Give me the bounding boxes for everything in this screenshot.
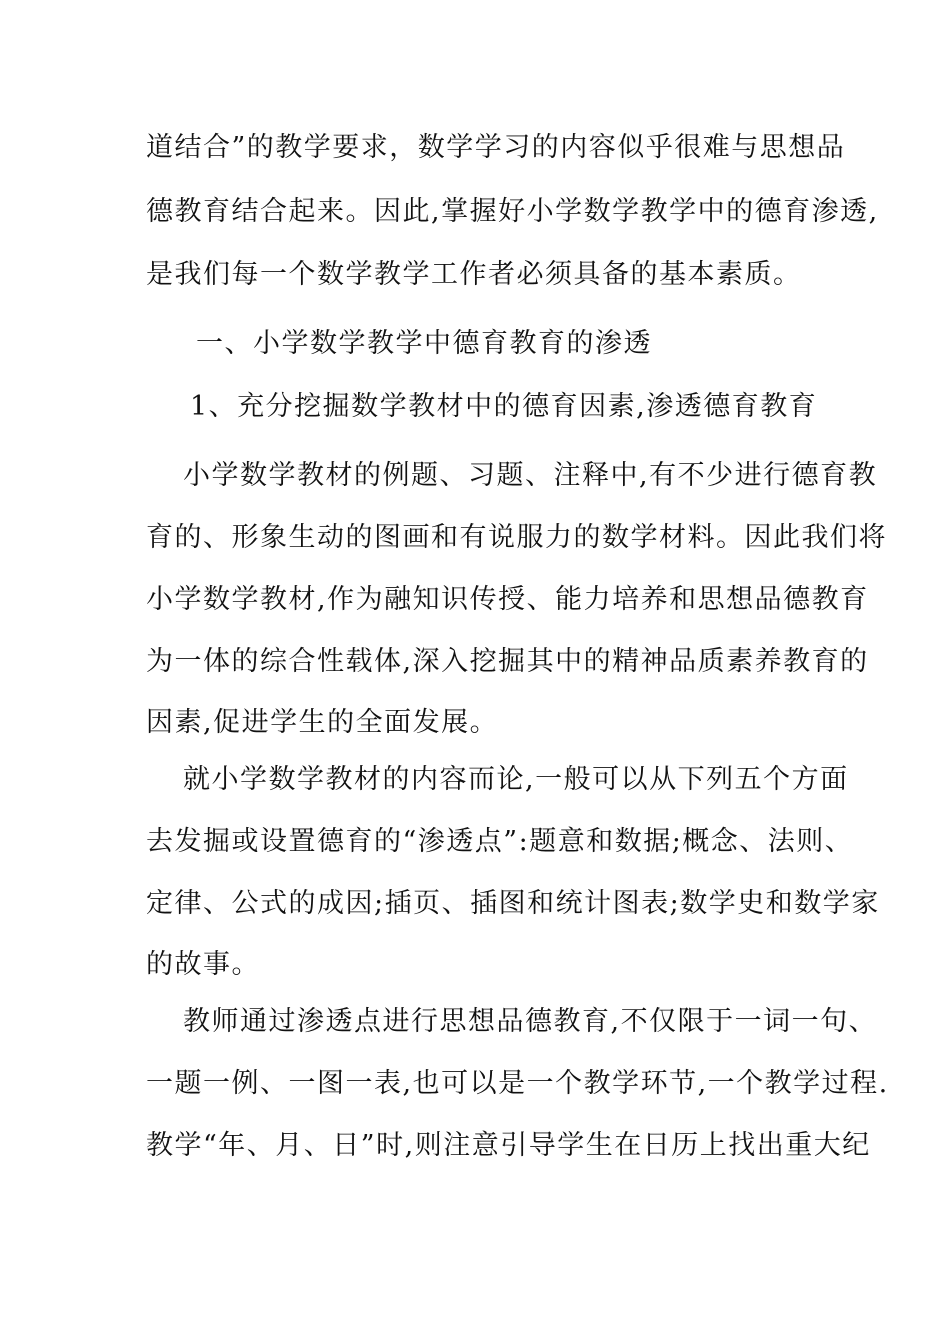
paragraph-line: 因素,促进学生的全面发展。 (146, 707, 499, 738)
paragraph-line: 就小学数学教材的内容而论,一般可以从下列五个方面 (183, 764, 849, 795)
paragraph-line: 教学“年、月、日”时,则注意引导学生在日历上找出重大纪 (146, 1130, 871, 1161)
paragraph-line: 教师通过渗透点进行思想品德教育,不仅限于一词一句、 (183, 1006, 878, 1037)
section-heading: 一、小学数学教学中德育教育的渗透 (196, 328, 652, 359)
paragraph-line: 定律、公式的成因;插页、插图和统计图表;数学史和数学家 (146, 888, 880, 919)
paragraph-line: 一题一例、一图一表,也可以是一个教学环节,一个教学过程. (146, 1068, 889, 1099)
paragraph-line: 道结合”的教学要求，数学学习的内容似乎很难与思想品 (146, 132, 846, 163)
paragraph-line: 德教育结合起来。因此,掌握好小学数学教学中的德育渗透, (146, 196, 879, 227)
paragraph-line: 小学数学教材的例题、习题、注释中,有不少进行德育教 (183, 460, 878, 491)
paragraph-line: 为一体的综合性载体,深入挖掘其中的精神品质素养教育的 (146, 646, 869, 677)
paragraph-line: 去发掘或设置德育的“渗透点”:题意和数据;概念、法则、 (146, 826, 854, 857)
subsection-heading: 1、充分挖掘数学教材中的德育因素,渗透德育教育 (190, 391, 818, 422)
paragraph-line: 是我们每一个数学教学工作者必须具备的基本素质。 (146, 259, 802, 290)
paragraph-line: 的故事。 (146, 949, 260, 980)
paragraph-line: 育的、形象生动的图画和有说服力的数学材料。因此我们将 (146, 522, 887, 553)
paragraph-line: 小学数学教材,作为融知识传授、能力培养和思想品德教育 (146, 584, 869, 615)
